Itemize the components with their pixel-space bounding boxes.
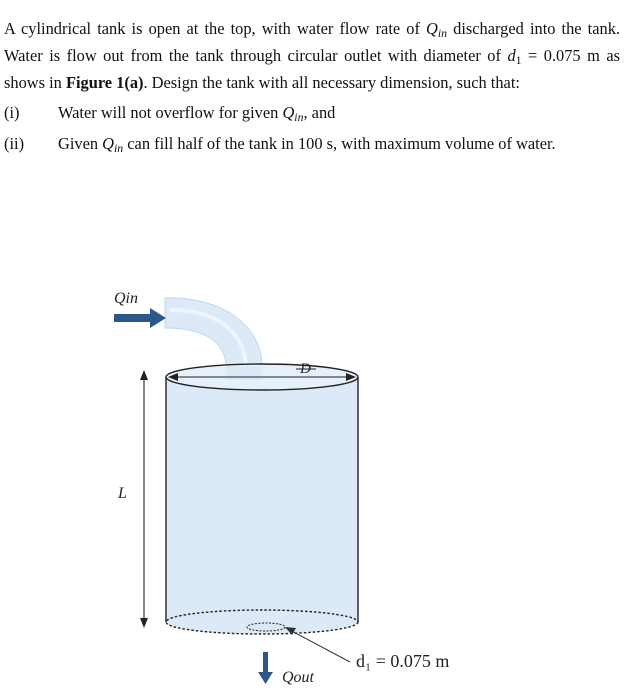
tank-body [166, 377, 358, 622]
outflow-arrow-icon [258, 652, 273, 684]
outlet-leader-line [286, 628, 350, 662]
length-arrow-top [140, 370, 148, 380]
inflow-arrow-icon [114, 308, 166, 328]
tank-diagram [0, 270, 628, 700]
problem-paragraph: A cylindrical tank is open at the top, with water flow rate of Qin discharged into the tank. Water is flow out from the tank through circular outlet with diameter of d1 = 0.075 m as shows in Figure 1(a). Design the tank with all necessary dimension, such that: [4, 19, 620, 92]
requirement-item-2: (ii) Given Qin can fill half of the tank in 100 s, with maximum volume of water. [4, 134, 556, 155]
length-label: L [118, 485, 127, 502]
inflow-label: Qin [114, 290, 138, 307]
tank-bottom [166, 610, 358, 634]
inflow-into-tank [226, 366, 262, 380]
outflow-label: Qout [282, 669, 314, 686]
problem-statement [4, 16, 620, 158]
outlet-diameter-label: d₁ = 0.075 m [356, 651, 450, 671]
length-arrow-bottom [140, 618, 148, 628]
figure-reference: Figure 1(a) [65, 73, 144, 92]
diameter-label: D [300, 361, 311, 377]
requirement-item-1: (i) Water will not overflow for given Qin, and [4, 103, 336, 124]
